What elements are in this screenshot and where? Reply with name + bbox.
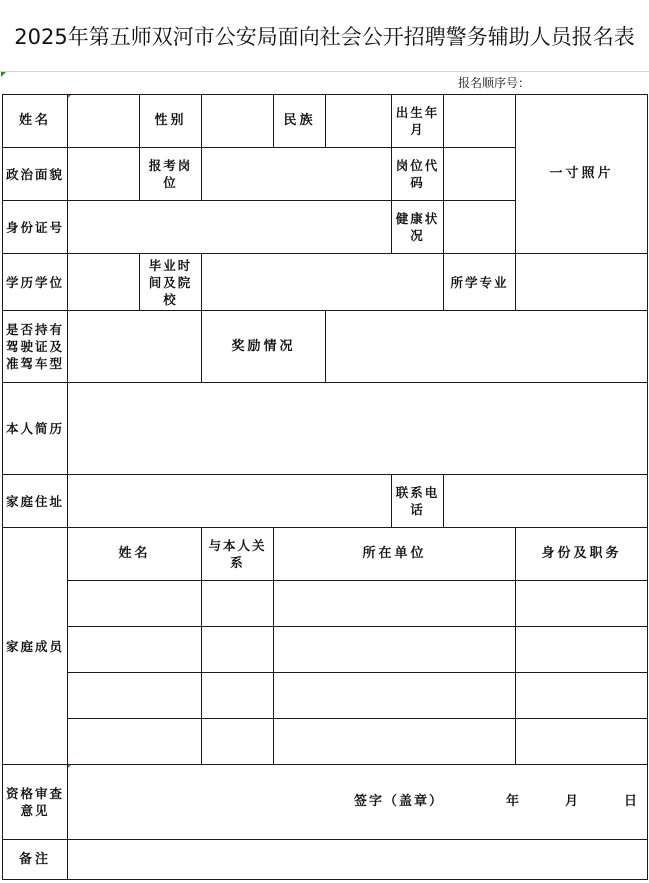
registration-form [2,94,648,880]
address-field[interactable] [68,475,392,528]
signature-label: 签字（盖章） [353,794,444,809]
education-field[interactable] [68,254,140,311]
phone-field[interactable] [444,475,648,528]
family-identity-cell[interactable] [516,627,648,673]
awards-field[interactable] [326,311,648,383]
family-relation-cell[interactable] [202,673,274,719]
name-field[interactable] [68,95,140,148]
family-name-cell[interactable] [68,673,202,719]
family-name-cell[interactable] [68,627,202,673]
family-workplace-cell[interactable] [274,673,516,719]
birth-date-label: 出生年月 [392,95,444,148]
education-label: 学历学位 [3,254,68,311]
address-label: 家庭住址 [3,475,68,528]
major-label: 所学专业 [444,254,516,311]
position-code-field[interactable] [444,148,516,201]
id-number-label: 身份证号 [3,201,68,254]
family-name-cell[interactable] [68,719,202,765]
family-relation-header: 与本人关系 [202,528,274,581]
resume-field[interactable] [68,383,648,475]
family-members-label: 家庭成员 [3,528,68,765]
day-label: 日 [623,794,639,809]
position-code-label: 岗位代码 [392,148,444,201]
family-name-header: 姓名 [68,528,202,581]
applied-position-field[interactable] [202,148,392,201]
family-workplace-cell[interactable] [274,581,516,627]
review-field[interactable] [68,765,648,840]
family-identity-cell[interactable] [516,581,648,627]
family-workplace-cell[interactable] [274,719,516,765]
health-label: 健康状况 [392,201,444,254]
family-relation-cell[interactable] [202,581,274,627]
applied-position-label: 报考岗位 [140,148,202,201]
family-relation-cell[interactable] [202,719,274,765]
resume-label: 本人简历 [3,383,68,475]
political-status-label: 政治面貌 [3,148,68,201]
remarks-label: 备注 [3,840,68,880]
year-label: 年 [505,794,521,809]
sequence-number-label: 报名顺序号： [458,76,531,90]
gender-label: 性别 [140,95,202,148]
ethnicity-field[interactable] [326,95,392,148]
review-label: 资格审查意见 [3,765,68,840]
signature-line [70,793,645,811]
birth-date-field[interactable] [444,95,516,148]
graduation-field[interactable] [202,254,444,311]
family-identity-cell[interactable] [516,673,648,719]
family-workplace-cell[interactable] [274,627,516,673]
family-identity-cell[interactable] [516,719,648,765]
photo-box[interactable]: 一寸照片 [516,95,648,254]
awards-label: 奖励情况 [202,311,326,383]
driver-license-label: 是否持有驾驶证及准驾车型 [3,311,68,383]
political-status-field[interactable] [68,148,140,201]
page-title: 2025年第五师双河市公安局面向社会公开招聘警务辅助人员报名表 [0,0,649,72]
ethnicity-label: 民族 [274,95,326,148]
health-field[interactable] [444,201,516,254]
phone-label: 联系电话 [392,475,444,528]
family-name-cell[interactable] [68,581,202,627]
cell-marker [1,72,6,77]
major-field[interactable] [516,254,648,311]
family-identity-header: 身份及职务 [516,528,648,581]
gender-field[interactable] [202,95,274,148]
name-label: 姓名 [3,95,68,148]
family-workplace-header: 所在单位 [274,528,516,581]
driver-license-field[interactable] [68,311,202,383]
remarks-field[interactable] [68,840,648,880]
id-number-field[interactable] [68,201,392,254]
month-label: 月 [564,794,580,809]
graduation-label: 毕业时间及院校 [140,254,202,311]
family-relation-cell[interactable] [202,627,274,673]
